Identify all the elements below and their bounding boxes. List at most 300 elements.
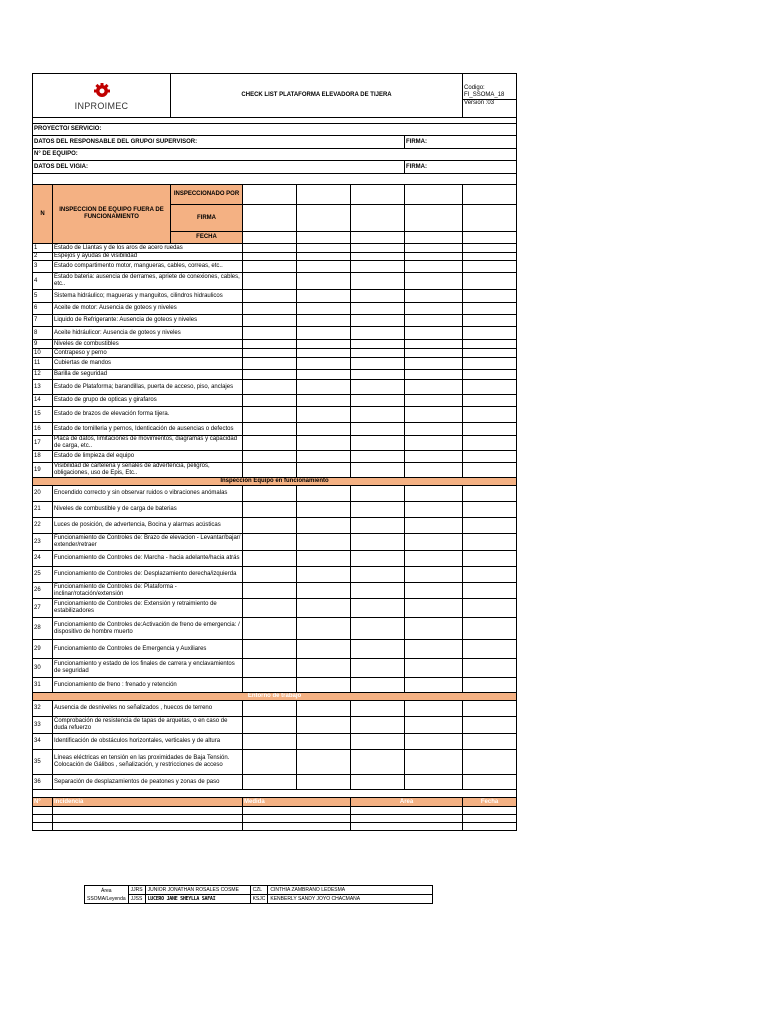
check-cell[interactable] [405,583,463,599]
check-cell[interactable] [297,407,351,423]
check-cell[interactable] [297,502,351,518]
check-cell[interactable] [243,599,297,618]
check-cell[interactable] [463,380,517,395]
check-cell[interactable] [405,734,463,750]
check-cell[interactable] [297,423,351,436]
check-cell[interactable] [351,327,405,340]
item-number: 22 [33,518,53,534]
item-description: Estado de Llantas y de los aros de acero ruedas [53,244,243,253]
check-cell[interactable] [243,583,297,599]
check-cell[interactable] [463,750,517,775]
firma-responsable-field[interactable]: FIRMA: [405,136,517,149]
item-number: 35 [33,750,53,775]
check-cell[interactable] [351,273,405,290]
check-cell[interactable] [463,717,517,734]
check-cell[interactable] [297,395,351,407]
check-cell[interactable] [243,486,297,502]
incidencia-cell[interactable] [53,807,243,815]
medida-header: Medida [243,798,351,807]
check-cell[interactable] [463,349,517,358]
check-cell[interactable] [463,340,517,349]
table-row [33,502,517,518]
check-cell[interactable] [463,423,517,436]
check-cell[interactable] [463,463,517,478]
check-cell[interactable] [297,717,351,734]
header-cell[interactable] [351,205,405,232]
check-cell[interactable] [297,303,351,315]
check-cell[interactable] [405,358,463,370]
check-cell[interactable] [351,659,405,678]
check-cell[interactable] [405,340,463,349]
check-cell[interactable] [243,315,297,327]
check-cell[interactable] [405,315,463,327]
check-cell[interactable] [243,551,297,567]
header-cell[interactable] [243,185,297,205]
item-number: 9 [33,340,53,349]
incidencia-cell[interactable] [463,823,517,831]
header-cell[interactable] [405,205,463,232]
check-cell[interactable] [351,583,405,599]
check-cell[interactable] [243,358,297,370]
check-cell[interactable] [405,717,463,734]
incidencia-cell[interactable] [53,823,243,831]
check-cell[interactable] [463,734,517,750]
table-row [33,303,517,315]
check-cell[interactable] [463,659,517,678]
check-cell[interactable] [405,407,463,423]
header-cell[interactable] [351,185,405,205]
check-cell[interactable] [463,640,517,659]
table-row [33,775,517,790]
section-row [33,478,517,486]
incidencia-cell[interactable] [243,823,351,831]
incidencia-header: Incidencia [53,798,243,807]
item-description: Contrapeso y perno [53,349,243,358]
check-cell[interactable] [463,303,517,315]
item-description: Estado de grupo de opticas y girafaros [53,395,243,407]
check-cell[interactable] [405,750,463,775]
check-cell[interactable] [243,750,297,775]
check-cell[interactable] [297,659,351,678]
legend-area [85,886,129,904]
check-cell[interactable] [405,436,463,451]
legend-area-label: Área [101,887,112,894]
item-description: Barilla de seguridad [53,370,243,380]
table-row [33,701,517,717]
item-number: 12 [33,370,53,380]
item-number: 2 [33,253,53,261]
check-cell[interactable] [463,518,517,534]
check-cell[interactable] [297,358,351,370]
incidencia-cell[interactable] [33,807,53,815]
section-title: Inspección Equipo en funcionamiento [33,478,517,486]
check-cell[interactable] [243,244,297,253]
item-description: Estado de limpieza del equipo [53,451,243,463]
item-description: Aceite hidráulicor: Ausencia de goteos y niveles [53,327,243,340]
legend-name: JUNIOR JONATHAN ROSALES COSME [145,886,250,895]
item-number: 1 [33,244,53,253]
check-cell[interactable] [351,303,405,315]
check-cell[interactable] [405,327,463,340]
check-cell[interactable] [243,273,297,290]
check-cell[interactable] [243,349,297,358]
check-cell[interactable] [297,599,351,618]
check-cell[interactable] [463,551,517,567]
check-cell[interactable] [297,701,351,717]
item-number: 27 [33,599,53,618]
check-cell[interactable] [297,734,351,750]
check-cell[interactable] [297,290,351,303]
firma-vigia-field[interactable]: FIRMA: [405,161,517,174]
item-number: 29 [33,640,53,659]
check-cell[interactable] [243,253,297,261]
incidencia-cell[interactable] [463,807,517,815]
check-cell[interactable] [405,395,463,407]
inspeccionado-por-header: INSPECCIONADO POR [171,185,243,205]
check-cell[interactable] [297,370,351,380]
table-row [33,253,517,261]
check-cell[interactable] [351,370,405,380]
check-cell[interactable] [351,407,405,423]
check-cell[interactable] [243,407,297,423]
check-cell[interactable] [351,463,405,478]
check-cell[interactable] [351,734,405,750]
check-cell[interactable] [297,451,351,463]
check-cell[interactable] [405,659,463,678]
check-cell[interactable] [351,567,405,583]
check-cell[interactable] [463,701,517,717]
check-cell[interactable] [351,750,405,775]
check-cell[interactable] [463,618,517,640]
item-number: 5 [33,290,53,303]
item-number: 13 [33,380,53,395]
check-cell[interactable] [297,640,351,659]
responsable-field[interactable]: DATOS DEL RESPONSABLE DEL GRUPO/ SUPERVISOR: [33,136,405,149]
header-cell[interactable] [405,232,463,244]
check-cell[interactable] [463,244,517,253]
check-cell[interactable] [297,463,351,478]
check-cell[interactable] [243,303,297,315]
check-cell[interactable] [351,640,405,659]
check-cell[interactable] [463,486,517,502]
check-cell[interactable] [243,423,297,436]
item-number: 18 [33,451,53,463]
table-row [33,436,517,451]
item-description: Separación de desplazamientos de peatones y zonas de paso [53,775,243,790]
spacer [33,174,517,185]
header-cell[interactable] [243,232,297,244]
check-cell[interactable] [405,701,463,717]
check-cell[interactable] [351,599,405,618]
check-cell[interactable] [405,775,463,790]
check-cell[interactable] [297,618,351,640]
header-cell[interactable] [297,232,351,244]
table-row [33,567,517,583]
check-cell[interactable] [463,599,517,618]
incidencia-row [33,807,517,815]
incidencia-row [33,823,517,831]
header-cell[interactable] [405,185,463,205]
check-cell[interactable] [243,502,297,518]
check-cell[interactable] [297,567,351,583]
check-cell[interactable] [351,486,405,502]
check-cell[interactable] [297,436,351,451]
incidencia-cell[interactable] [33,823,53,831]
check-cell[interactable] [463,451,517,463]
check-cell[interactable] [463,315,517,327]
item-description: Cubiertas de mandos [53,358,243,370]
check-cell[interactable] [405,486,463,502]
check-cell[interactable] [463,678,517,693]
table-row [33,618,517,640]
header-cell[interactable] [243,205,297,232]
check-cell[interactable] [351,315,405,327]
check-cell[interactable] [297,518,351,534]
table-row [33,315,517,327]
item-number: 10 [33,349,53,358]
check-cell[interactable] [463,370,517,380]
check-cell[interactable] [243,380,297,395]
check-cell[interactable] [351,518,405,534]
check-cell[interactable] [243,290,297,303]
check-cell[interactable] [243,618,297,640]
check-cell[interactable] [463,261,517,273]
legend-code: JJSS [128,895,145,904]
check-cell[interactable] [405,380,463,395]
check-cell[interactable] [243,340,297,349]
check-cell[interactable] [243,327,297,340]
table-row [33,407,517,423]
check-cell[interactable] [297,273,351,290]
check-cell[interactable] [351,340,405,349]
check-cell[interactable] [351,290,405,303]
item-description: Aceite de motor: Ausencia de goteos y niveles [53,303,243,315]
check-cell[interactable] [243,451,297,463]
item-number: 21 [33,502,53,518]
version-label: Version :03 [463,99,516,107]
check-cell[interactable] [297,583,351,599]
item-number: 24 [33,551,53,567]
check-cell[interactable] [351,534,405,551]
item-description: Funcionamiento de Controles de Emergencia y Auxiliares [53,640,243,659]
check-cell[interactable] [351,678,405,693]
check-cell[interactable] [297,261,351,273]
check-cell[interactable] [351,253,405,261]
header-cell[interactable] [463,185,517,205]
check-cell[interactable] [351,775,405,790]
check-cell[interactable] [297,244,351,253]
check-cell[interactable] [297,349,351,358]
check-cell[interactable] [405,261,463,273]
check-cell[interactable] [405,423,463,436]
check-cell[interactable] [297,750,351,775]
check-cell[interactable] [297,327,351,340]
check-cell[interactable] [463,290,517,303]
header-cell[interactable] [297,185,351,205]
spacer [33,790,517,798]
check-cell[interactable] [243,436,297,451]
check-cell[interactable] [463,327,517,340]
checklist-sheet [32,73,516,831]
item-description: Funcionamiento de Controles de:Activación de freno de emergencia: / dispositivo de hombre muerto [53,618,243,640]
check-cell[interactable] [351,436,405,451]
header-cell[interactable] [463,232,517,244]
check-cell[interactable] [297,775,351,790]
item-number: 6 [33,303,53,315]
table-row [33,534,517,551]
check-cell[interactable] [405,349,463,358]
item-number: 3 [33,261,53,273]
legend-table [84,885,433,904]
check-cell[interactable] [405,451,463,463]
item-number: 32 [33,701,53,717]
check-cell[interactable] [405,518,463,534]
table-row [33,340,517,349]
table-row [33,327,517,340]
incidencia-cell[interactable] [351,807,463,815]
check-cell[interactable] [297,380,351,395]
item-description: Líneas eléctricas en tensión en las proximidades de Baja Tensión. Colocación de Gálibos , señalización, y restricciones de acceso [53,750,243,775]
incidencia-cell[interactable] [33,815,53,823]
check-cell[interactable] [463,273,517,290]
check-cell[interactable] [351,349,405,358]
legend-code: CZL [250,886,268,895]
check-cell[interactable] [243,261,297,273]
check-cell[interactable] [297,551,351,567]
check-cell[interactable] [297,486,351,502]
check-cell[interactable] [463,502,517,518]
proyecto-field[interactable]: PROYECTO/ SERVICIO: [33,124,517,136]
check-cell[interactable] [463,583,517,599]
check-cell[interactable] [243,518,297,534]
check-cell[interactable] [243,717,297,734]
check-cell[interactable] [405,273,463,290]
check-cell[interactable] [463,534,517,551]
item-number: 23 [33,534,53,551]
check-cell[interactable] [297,678,351,693]
item-description: Funcionamiento de freno : frenado y retención [53,678,243,693]
check-cell[interactable] [405,618,463,640]
check-cell[interactable] [243,775,297,790]
table-row [33,261,517,273]
section-row [33,693,517,701]
check-cell[interactable] [405,640,463,659]
check-cell[interactable] [351,423,405,436]
incidencia-cell[interactable] [243,807,351,815]
vigia-field[interactable]: DATOS DEL VIGIA: [33,161,405,174]
table-row [33,583,517,599]
check-cell[interactable] [243,678,297,693]
check-cell[interactable] [297,340,351,349]
check-cell[interactable] [297,315,351,327]
check-cell[interactable] [405,567,463,583]
table-row [33,717,517,734]
legend-name: LUCERO JANE SHEYLLA SAFAI [145,895,250,904]
check-cell[interactable] [243,370,297,380]
check-cell[interactable] [351,380,405,395]
incidencia-cell[interactable] [351,823,463,831]
check-cell[interactable] [351,244,405,253]
item-number: 8 [33,327,53,340]
incidencia-cell[interactable] [351,815,463,823]
check-cell[interactable] [243,734,297,750]
check-cell[interactable] [463,407,517,423]
table-row [33,370,517,380]
item-description: Funcionamiento de Controles de: Plataforma - inclinar/rotación/extensión [53,583,243,599]
item-number: 14 [33,395,53,407]
check-cell[interactable] [405,290,463,303]
check-cell[interactable] [405,370,463,380]
check-cell[interactable] [463,567,517,583]
check-cell[interactable] [351,717,405,734]
header-cell[interactable] [297,205,351,232]
check-cell[interactable] [351,701,405,717]
check-cell[interactable] [405,244,463,253]
check-cell[interactable] [405,463,463,478]
check-cell[interactable] [351,618,405,640]
check-cell[interactable] [297,534,351,551]
check-cell[interactable] [463,253,517,261]
check-cell[interactable] [351,395,405,407]
item-description: Espejos y ayudas de visibilidad [53,253,243,261]
check-cell[interactable] [351,502,405,518]
page-title: CHECK LIST PLATAFORMA ELEVADORA DE TIJERA [171,74,463,118]
equipo-field[interactable]: N° DE EQUIPO: [33,149,517,161]
check-cell[interactable] [243,463,297,478]
incidencia-cell[interactable] [463,815,517,823]
legend-code: KSJC [250,895,268,904]
check-cell[interactable] [405,534,463,551]
check-cell[interactable] [463,358,517,370]
table-row [33,358,517,370]
check-cell[interactable] [243,395,297,407]
code-label: Codigo: [464,84,485,91]
check-cell[interactable] [405,253,463,261]
checklist-table [32,73,517,831]
item-description: Luces de posición, de advertencia, Bocina y alarmas acústicas [53,518,243,534]
incidencia-cell[interactable] [53,815,243,823]
table-row [33,640,517,659]
check-cell[interactable] [405,551,463,567]
check-cell[interactable] [243,659,297,678]
item-description: Identificación de obstáculos horizontales, verticales y de altura [53,734,243,750]
check-cell[interactable] [351,358,405,370]
item-description: Niveles de combustibles [53,340,243,349]
check-cell[interactable] [243,701,297,717]
fecha-incidencia-header: Fecha [463,798,517,807]
check-cell[interactable] [405,599,463,618]
check-cell[interactable] [463,775,517,790]
incidencia-cell[interactable] [243,815,351,823]
check-cell[interactable] [463,436,517,451]
header-cell[interactable] [463,205,517,232]
header-cell[interactable] [351,232,405,244]
table-row [33,290,517,303]
check-cell[interactable] [351,551,405,567]
check-cell[interactable] [463,395,517,407]
check-cell[interactable] [405,303,463,315]
check-cell[interactable] [405,502,463,518]
check-cell[interactable] [243,567,297,583]
check-cell[interactable] [243,640,297,659]
check-cell[interactable] [351,451,405,463]
item-description: Niveles de combustible y de carga de baterias [53,502,243,518]
check-cell[interactable] [297,253,351,261]
check-cell[interactable] [351,261,405,273]
table-row [33,734,517,750]
check-cell[interactable] [243,534,297,551]
check-cell[interactable] [405,678,463,693]
